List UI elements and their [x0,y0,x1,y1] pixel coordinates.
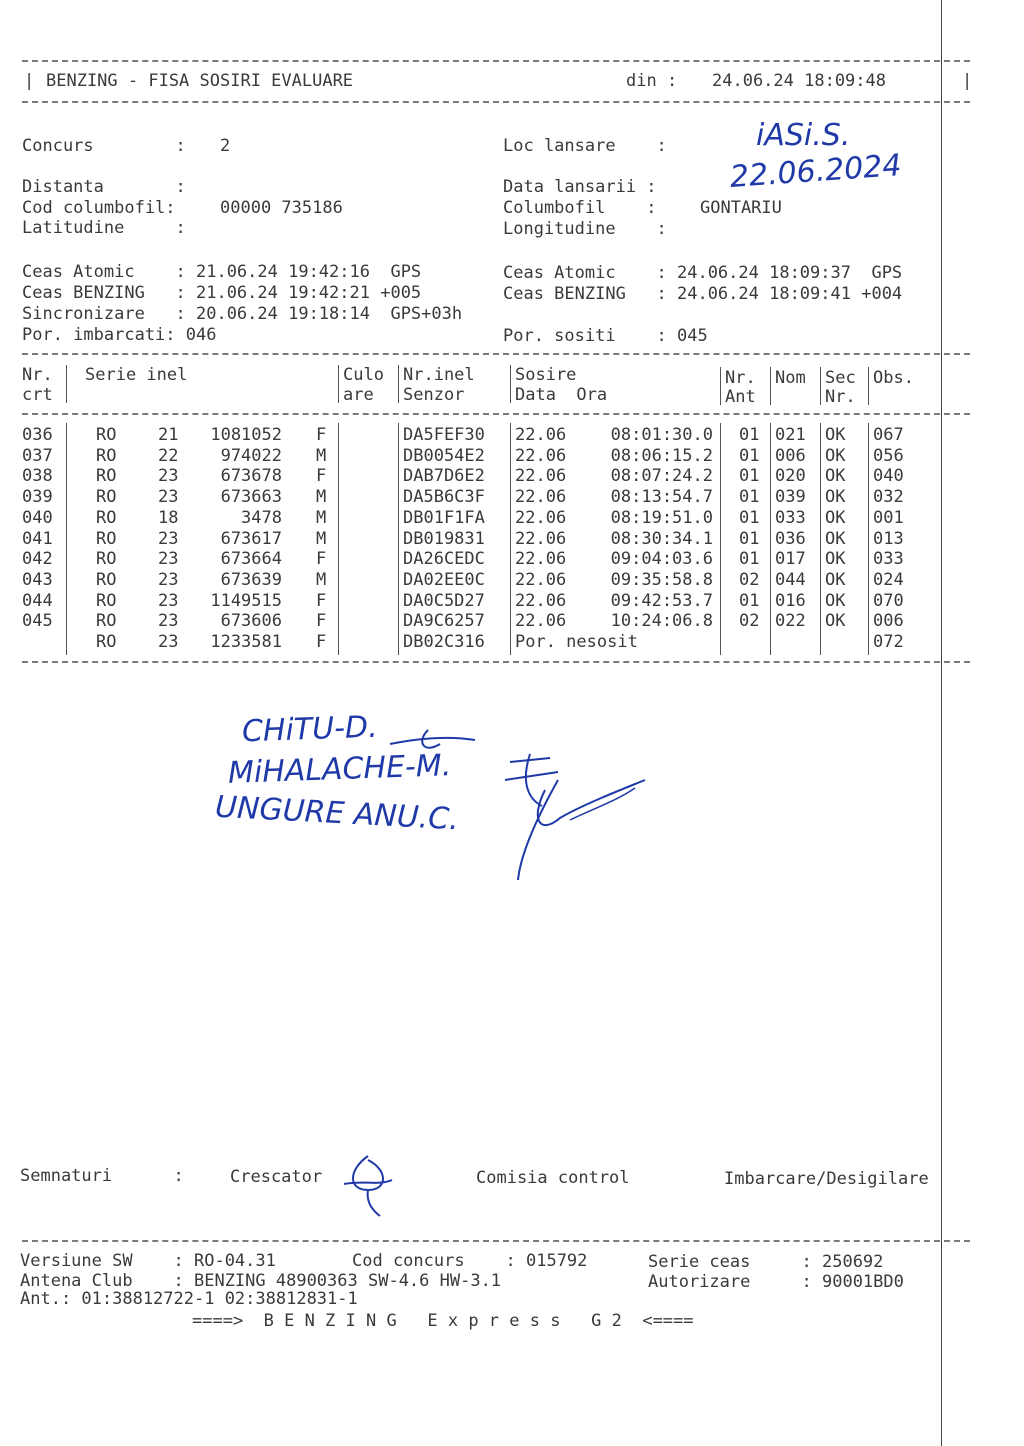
cell-an: 18 [158,508,179,528]
cell-data: 22.06 [515,591,567,611]
header-din-value: 24.06.24 18:09:48 [712,71,886,91]
cell-nom: 020 [775,466,806,486]
cell-ant: 01 [739,466,760,486]
latitudine-label: Latitudine : [22,218,186,238]
header-title: BENZING - FISA SOSIRI EVALUARE [46,71,354,91]
col-culoare-header: are [343,385,374,405]
cell-inel: 673639 [220,570,282,590]
cell-ora: 09:42:53.7 [610,591,713,611]
header-bar-right: | [962,71,973,91]
cell-ora: 08:07:24.2 [610,466,713,486]
handwritten-name: CHiTU-D. [241,709,379,750]
cell-inel: 3478 [241,508,282,528]
col-sosire-header: Data Ora [515,385,608,405]
cell-crt: 041 [22,529,53,549]
cell-inel: 1149515 [210,591,282,611]
cell-sec: OK [825,611,846,631]
cell-an: 23 [158,529,179,549]
handwritten-name: MiHALACHE-M. [227,748,452,791]
column-separator [338,423,339,655]
cell-data: 22.06 [515,549,567,569]
cell-tara: RO [96,570,117,590]
cell-crt: 036 [22,425,53,445]
column-separator [720,423,721,655]
cell-sex: M [316,446,327,466]
handwritten-signature [380,710,660,890]
column-separator [820,423,821,655]
clock-left-line: Ceas BENZING : 21.06.24 19:42:21 +005 [22,283,422,303]
cod-columbofil-label: Cod columbofil: [22,198,176,218]
divider [22,101,970,103]
cell-sex: M [316,529,327,549]
cell-inel: 673664 [220,549,282,569]
cell-inel: 673678 [220,466,282,486]
cell-tara: RO [96,466,117,486]
cell-crt: 039 [22,487,53,507]
divider [22,661,970,663]
cell-ant: 01 [739,591,760,611]
clock-right-line: Ceas Atomic : 24.06.24 18:09:37 GPS [503,263,903,283]
cell-crt: 040 [22,508,53,528]
cell-data: 22.06 [515,487,567,507]
cell-nom: 033 [775,508,806,528]
cell-sex: F [316,466,327,486]
column-separator [770,367,771,405]
cell-senzor: DA26CEDC [403,549,485,569]
cell-nom: 006 [775,446,806,466]
column-separator [770,423,771,655]
cell-crt: 037 [22,446,53,466]
header-bar-left: | [24,71,35,91]
column-separator [510,365,511,403]
cell-sex: F [316,591,327,611]
cell-ant: 02 [739,570,760,590]
cell-ant: 01 [739,487,760,507]
cell-obs: 072 [873,632,904,652]
cell-tara: RO [96,508,117,528]
cell-sec: OK [825,549,846,569]
data-lansarii-label: Data lansarii : [503,177,657,197]
column-separator [720,367,721,405]
cell-nom: 039 [775,487,806,507]
cell-sex: M [316,508,327,528]
cell-crt: 042 [22,549,53,569]
data-lansarii-handwritten: 22.06.2024 [728,148,903,195]
cell-obs: 040 [873,466,904,486]
cell-obs: 024 [873,570,904,590]
cell-inel: 673663 [220,487,282,507]
cell-nom: 016 [775,591,806,611]
cell-senzor: DB01F1FA [403,508,485,528]
divider [22,1240,970,1242]
cell-obs: 013 [873,529,904,549]
cell-nom: 017 [775,549,806,569]
col-nr-ant-header: Nr. [725,368,756,388]
col-sec-header: Sec [825,368,856,388]
cell-senzor: DA5FEF30 [403,425,485,445]
loc-lansare-label: Loc lansare : [503,136,667,156]
cell-inel: 1233581 [210,632,282,652]
cell-sec: OK [825,508,846,528]
cod-columbofil-value: 00000 735186 [220,198,343,218]
cell-ora: 08:06:15.2 [610,446,713,466]
cell-ora: 09:04:03.6 [610,549,713,569]
footer-cod-concurs: Cod concurs : 015792 [352,1251,588,1271]
cell-tara: RO [96,611,117,631]
footer-versiune: Versiune SW : RO-04.31 [20,1251,276,1271]
concurs-label: Concurs : [22,136,186,156]
imbarcare-label: Imbarcare/Desigilare [724,1169,929,1189]
cell-senzor: DB02C316 [403,632,485,652]
cell-data: 22.06 [515,570,567,590]
cell-ant: 01 [739,446,760,466]
cell-inel: 673606 [220,611,282,631]
header-din-label: din : [626,71,678,91]
cell-ant: 01 [739,549,760,569]
cell-inel: 673617 [220,529,282,549]
cell-crt: 045 [22,611,53,631]
cell-senzor: DA02EE0C [403,570,485,590]
col-obs-header: Obs. [873,368,914,388]
column-separator [398,423,399,655]
cell-sec: OK [825,446,846,466]
crescator-signature [338,1150,398,1220]
cell-senzor: DB019831 [403,529,485,549]
col-sosire-header: Sosire [515,365,577,385]
footer-brand-line: ====> B E N Z I N G E x p r e s s G 2 <==== [192,1311,694,1331]
cell-sex: F [316,611,327,631]
column-separator [510,423,511,655]
cell-inel: 974022 [220,446,282,466]
cell-ora: 08:13:54.7 [610,487,713,507]
semnaturi-label: Semnaturi : [20,1166,184,1186]
cell-inel: 1081052 [210,425,282,445]
cell-ora: 08:19:51.0 [610,508,713,528]
cell-sex: F [316,425,327,445]
clock-left-line: Sincronizare : 20.06.24 19:18:14 GPS+03h [22,304,463,324]
col-nr-ant-header: Ant [725,387,756,407]
cell-an: 23 [158,591,179,611]
page-edge-line [941,0,942,1446]
footer-serie-ceas: Serie ceas : 250692 [648,1252,884,1272]
cell-obs: 001 [873,508,904,528]
cell-crt: 043 [22,570,53,590]
column-separator [398,365,399,403]
cell-senzor: DB0054E2 [403,446,485,466]
cell-ant: 01 [739,425,760,445]
cell-an: 22 [158,446,179,466]
cell-an: 23 [158,549,179,569]
cell-ant: 01 [739,529,760,549]
cell-crt: 038 [22,466,53,486]
cell-data: 22.06 [515,611,567,631]
cell-data: 22.06 [515,425,567,445]
cell-tara: RO [96,529,117,549]
col-nom-header: Nom [775,368,806,388]
column-separator [868,423,869,655]
loc-lansare-handwritten: iASi.S. [756,118,851,153]
cell-data: 22.06 [515,466,567,486]
col-nr-inel-header: Nr.inel [403,365,475,385]
cell-nom: 022 [775,611,806,631]
cell-obs: 006 [873,611,904,631]
cell-sec: OK [825,425,846,445]
cell-nom: 036 [775,529,806,549]
cell-tara: RO [96,446,117,466]
cell-data: 22.06 [515,446,567,466]
divider [22,60,970,62]
footer-antene: Ant.: 01:38812722-1 02:38812831-1 [20,1289,358,1309]
cell-senzor: DA9C6257 [403,611,485,631]
handwritten-name: UNGURE ANU.C. [214,789,460,838]
cell-ora: 08:30:34.1 [610,529,713,549]
crescator-label: Crescator [230,1167,323,1187]
cell-senzor: DA5B6C3F [403,487,485,507]
cell-tara: RO [96,549,117,569]
cell-an: 23 [158,466,179,486]
cell-an: 21 [158,425,179,445]
cell-tara: RO [96,425,117,445]
cell-tara: RO [96,487,117,507]
col-sec-header: Nr. [825,387,856,407]
cell-sex: F [316,549,327,569]
cell-sex: M [316,570,327,590]
cell-ora: 08:01:30.0 [610,425,713,445]
cell-sec: OK [825,466,846,486]
cell-obs: 033 [873,549,904,569]
columbofil-value: GONTARIU [700,198,782,218]
cell-obs: 070 [873,591,904,611]
cell-nom: 044 [775,570,806,590]
cell-ora: 10:24:06.8 [610,611,713,631]
cell-data: Por. nesosit [515,632,638,652]
distanta-label: Distanta : [22,177,186,197]
cell-obs: 056 [873,446,904,466]
col-nr-crt-header: crt [22,385,53,405]
cell-ora: 09:35:58.8 [610,570,713,590]
col-serie-header: Serie inel [85,365,188,385]
column-separator [66,365,67,403]
cell-sex: M [316,487,327,507]
column-separator [868,367,869,405]
cell-ant: 01 [739,508,760,528]
cell-senzor: DAB7D6E2 [403,466,485,486]
col-nr-crt-header: Nr. [22,365,53,385]
col-culoare-header: Culo [343,365,384,385]
cell-nom: 021 [775,425,806,445]
clock-right-line: Ceas BENZING : 24.06.24 18:09:41 +004 [503,284,903,304]
cell-crt: 044 [22,591,53,611]
column-separator [820,367,821,405]
columbofil-label: Columbofil : [503,198,657,218]
cell-tara: RO [96,632,117,652]
column-separator [338,365,339,403]
column-separator [66,423,67,655]
cell-sec: OK [825,529,846,549]
cell-obs: 067 [873,425,904,445]
clock-right-line: Por. sositi : 045 [503,326,708,346]
cell-an: 23 [158,570,179,590]
cell-ant: 02 [739,611,760,631]
comisia-control-label: Comisia control [476,1168,630,1188]
cell-sec: OK [825,487,846,507]
divider [22,353,970,355]
cell-data: 22.06 [515,529,567,549]
cell-an: 23 [158,632,179,652]
longitudine-label: Longitudine : [503,219,667,239]
concurs-value: 2 [220,136,231,156]
cell-an: 23 [158,611,179,631]
cell-senzor: DA0C5D27 [403,591,485,611]
cell-tara: RO [96,591,117,611]
cell-an: 23 [158,487,179,507]
cell-sex: F [316,632,327,652]
cell-sec: OK [825,591,846,611]
footer-antena-club: Antena Club : BENZING 48900363 SW-4.6 HW-3.1 [20,1271,502,1291]
clock-left-line: Por. imbarcati: 046 [22,325,217,345]
divider [22,413,970,415]
footer-autorizare: Autorizare : 90001BD0 [648,1272,904,1292]
clock-left-line: Ceas Atomic : 21.06.24 19:42:16 GPS [22,262,422,282]
cell-sec: OK [825,570,846,590]
cell-obs: 032 [873,487,904,507]
col-nr-inel-header: Senzor [403,385,465,405]
cell-data: 22.06 [515,508,567,528]
